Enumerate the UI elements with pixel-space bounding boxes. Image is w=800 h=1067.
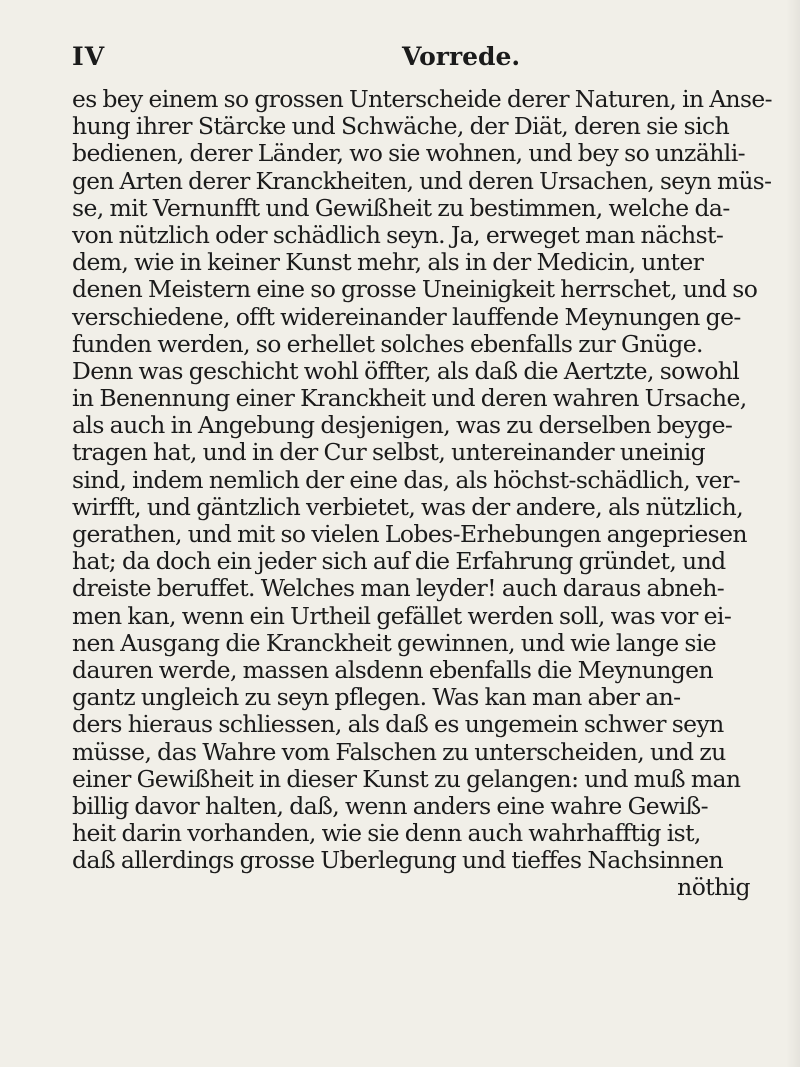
text-line: dreiste beruffet. Welches man leyder! auch daraus abneh- [72,574,725,603]
text-line: men kan, wenn ein Urtheil gefället werden soll, was vor ei- [72,601,732,630]
page-number: IV [72,42,106,71]
text-line: heit darin vorhanden, wie sie denn auch wahrhafftig ist, [72,819,701,848]
page-edge-shadow [786,0,800,1067]
text-line: Denn was geschicht wohl öffter, als daß die Aertzte, sowohl [72,356,740,385]
text-line: dem, wie in keiner Kunst mehr, als in der Medicin, unter [72,248,704,277]
text-line: billig davor halten, daß, wenn anders eine wahre Gewiß- [72,791,708,820]
text-line: verschiedene, offt widereinander lauffende Meynungen ge- [72,302,741,331]
text-line: wirfft, und gäntzlich verbietet, was der andere, als nützlich, [72,492,744,521]
text-line: gen Arten derer Kranckheiten, und deren Ursachen, seyn müs- [72,166,772,195]
text-line: müsse, das Wahre vom Falschen zu unterscheiden, und zu [72,737,726,766]
text-line: sind, indem nemlich der eine das, als höchst-schädlich, ver- [72,465,740,494]
text-line: in Benennung einer Kranckheit und deren wahren Ursache, [72,384,747,413]
text-line: hat; da doch ein jeder sich auf die Erfahrung gründet, und [72,547,726,576]
text-line: funden werden, so erhellet solches ebenfalls zur Gnüge. [72,329,703,358]
text-line: gerathen, und mit so vielen Lobes-Erhebungen angepriesen [72,520,747,548]
text-line: es bey einem so grossen Unterscheide derer Naturen, in Anse- [72,85,772,113]
text-line: einer Gewißheit in dieser Kunst zu gelangen: und muß man [72,764,741,793]
text-line: denen Meistern eine so grosse Uneinigkeit herrschet, und so [72,275,758,304]
text-line: als auch in Angebung desjenigen, was zu derselben beyge- [72,411,733,440]
text-line: gantz ungleich zu seyn pflegen. Was kan man aber an- [72,683,681,712]
text-line: bedienen, derer Länder, wo sie wohnen, und bey so unzähli- [72,139,745,168]
body-text [72,86,772,902]
running-title: Vorrede. [402,42,521,71]
catchword: nöthig [677,873,750,902]
text-line: ders hieraus schliessen, als daß es ungemein schwer seyn [72,710,724,739]
text-line: tragen hat, und in der Cur selbst, untereinander uneinig [72,438,706,467]
text-line: von nützlich oder schädlich seyn. Ja, erweget man nächst- [72,220,724,249]
text-line: dauren werde, massen alsdenn ebenfalls die Meynungen [72,655,714,684]
text-line: daß allerdings grosse Uberlegung und tieffes Nachsinnen [72,846,724,875]
text-line: hung ihrer Stärcke und Schwäche, der Diät, deren sie sich [72,112,730,141]
text-line: se, mit Vernunfft und Gewißheit zu bestimmen, welche da- [72,193,730,222]
running-head [72,42,752,82]
text-line: nen Ausgang die Kranckheit gewinnen, und wie lange sie [72,628,717,657]
